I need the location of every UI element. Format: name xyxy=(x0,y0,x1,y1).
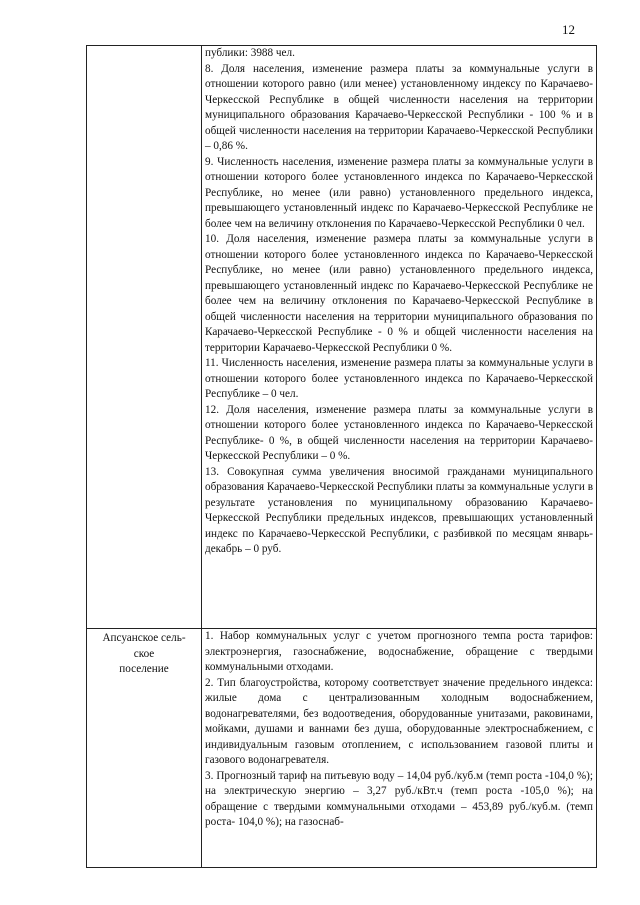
page-number: 12 xyxy=(562,22,575,37)
municipality-cell-empty xyxy=(87,46,202,629)
paragraph-item-1: 1. Набор коммунальных услуг с учетом прогнозного темпа роста тарифов: электроэнергия, газоснабжение, водоснабжение, обращение с твердыми коммунальными отходами. xyxy=(205,630,593,673)
paragraph-item-2: 2. Тип благоустройства, которому соответствует значение предельного индекса: жилые дома с централизованным холодным водоснабжением, водонагревателями, без водоотведения, оборудованные унитазами, раковинами, мойками, душами и ваннами без душа, оборудованные электроснабжением, с индивидуальным газовым отоплением, с использованием газовой плиты и газового водонагревателя. xyxy=(205,676,593,766)
paragraph-item-13: 13. Совокупная сумма увеличения вносимой гражданами муниципального образования Карачаево-Черкесской Республики платы за коммунальные услуги в результате установления по муниципальному образованию Карачаево-Черкесской Республики предельных индексов, превышающих установленный индекс по Карачаево-Черкесской Республики, с разбивкой по месяцам январь-декабрь – 0 руб. xyxy=(205,465,593,555)
municipality-name-line-1: Апсуанское сель- xyxy=(102,632,186,644)
table-row xyxy=(87,629,597,868)
paragraph-item-11: 11. Численность населения, изменение размера платы за коммунальные услуги в отношении которого более установленного индекса по Карачаево-Черкесской Республике – 0 чел. xyxy=(205,357,593,400)
paragraph-item-8: 8. Доля населения, изменение размера платы за коммунальные услуги в отношении которого равно (или менее) установленному индексу по Карачаево-Черкесской Республике в общей численности населения на территории муниципального образования Карачаево-Черкесской Республики - 100 % и в общей численности населения на территории Карачаево-Черкесской Республики – 0,86 %. xyxy=(205,62,593,152)
paragraph-item-3: 3. Прогнозный тариф на питьевую воду – 14,04 руб./куб.м (темп роста -104,0 %); на электрическую энергию – 3,27 руб./кВт.ч (темп роста -105,0 %); на обращение с твердыми коммунальными отходами – 453,89 руб./куб.м. (темп роста- 104,0 %); на газоснаб- xyxy=(205,769,593,828)
paragraph-continuation: публики: 3988 чел. xyxy=(205,47,295,59)
paragraph-item-10: 10. Доля населения, изменение размера платы за коммунальные услуги в отношении которого более установленного индекса по Карачаево-Черкесской Республике, но менее (или равно) установленного предельного индекса, превышающего установленный индекс по Карачаево-Черкесской Республике не более чем на величину отклонения по Карачаево-Черкесской Республике в общей численности населения на территории муниципального образования по Карачаево-Черкесской Республике - 0 % и общей численности населения на территории Карачаево-Черкесской Республики 0 %. xyxy=(205,233,593,354)
municipality-name-line-2: ское xyxy=(133,647,155,660)
indicators-cell xyxy=(202,46,597,629)
municipality-name-line-3: поселение xyxy=(119,663,169,675)
paragraph-item-9: 9. Численность населения, изменение размера платы за коммунальные услуги в отношении которого более установленного индекса по Карачаево-Черкесской Республике, но менее (или равно) установленного предельного индекса, превышающего установленный индекс по Карачаево-Черкесской Республике не более чем на величину отклонения по Карачаево-Черкесской Республики 0 чел. xyxy=(205,155,593,230)
paragraph-item-12: 12. Доля населения, изменение размера платы за коммунальные услуги в отношении которого более установленного индекса по Карачаево-Черкесской Республике- 0 %, в общей численности населения на территории Карачаево-Черкесской Республики – 0 %. xyxy=(205,403,593,462)
table-row xyxy=(87,46,597,629)
indicators-cell xyxy=(202,629,597,868)
municipality-cell xyxy=(87,629,202,868)
document-table xyxy=(86,45,597,868)
